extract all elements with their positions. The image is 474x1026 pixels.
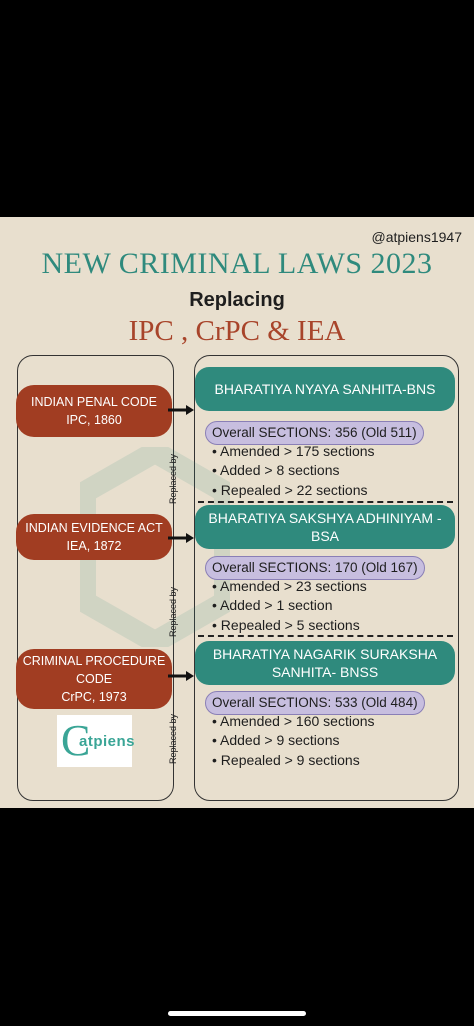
new-law-name: BHARATIYA NYAYA SANHITA-BNS <box>214 381 436 397</box>
infographic-card <box>0 217 474 808</box>
overall-sections-badge: Overall SECTIONS: 356 (Old 511) <box>205 421 424 445</box>
new-law-bnss <box>195 641 455 685</box>
old-law-name: CRIMINAL PROCEDURE CODE <box>22 654 166 686</box>
subtitle-replacing: Replacing <box>189 289 285 311</box>
bullet-added: • Added > 8 sections <box>212 462 340 478</box>
new-law-bsa <box>195 505 455 549</box>
bullet-added: • Added > 9 sections <box>212 732 340 748</box>
page-title: NEW CRIMINAL LAWS 2023 <box>41 247 433 280</box>
new-law-bns <box>195 367 455 411</box>
old-law-crpc <box>16 649 172 709</box>
bullet-amended: • Amended > 23 sections <box>212 578 367 594</box>
section-divider <box>198 635 453 637</box>
social-handle: @atpiens1947 <box>371 229 462 245</box>
old-law-iea <box>16 514 172 560</box>
arrow-right-icon <box>168 405 194 415</box>
arrow-right-icon <box>168 671 194 681</box>
old-law-name: INDIAN EVIDENCE ACT <box>25 521 163 535</box>
overall-sections-badge: Overall SECTIONS: 170 (Old 167) <box>205 556 425 580</box>
old-law-ipc <box>16 385 172 437</box>
bullet-amended: • Amended > 160 sections <box>212 713 375 729</box>
atpiens-logo <box>57 715 136 767</box>
logo-text: atpiens <box>79 733 136 750</box>
replaced-by-label: Replaced by <box>168 713 178 764</box>
bullet-repealed: • Repealed > 22 sections <box>212 482 368 498</box>
arrow-right-icon <box>168 533 194 543</box>
bullet-repealed: • Repealed > 5 sections <box>212 617 360 633</box>
old-laws-line: IPC , CrPC & IEA <box>128 315 346 347</box>
replaced-by-label: Replaced by <box>168 586 178 637</box>
overall-sections-badge: Overall SECTIONS: 533 (Old 484) <box>205 691 425 715</box>
new-law-name: BHARATIYA NAGARIK SURAKSHA SANHITA- BNSS <box>212 646 438 680</box>
home-indicator[interactable] <box>168 1011 306 1016</box>
old-law-detail: IPC, 1860 <box>66 413 122 427</box>
new-law-name: BHARATIYA SAKSHYA ADHINIYAM -BSA <box>208 510 442 544</box>
old-law-detail: CrPC, 1973 <box>61 690 127 704</box>
old-law-name: INDIAN PENAL CODE <box>31 395 157 409</box>
bullet-repealed: • Repealed > 9 sections <box>212 752 360 768</box>
replaced-by-label: Replaced by <box>168 453 178 504</box>
section-divider <box>198 501 453 503</box>
logo-c-glyph: C <box>61 716 91 765</box>
bullet-added: • Added > 1 section <box>212 597 333 613</box>
bullet-amended: • Amended > 175 sections <box>212 443 375 459</box>
old-law-detail: IEA, 1872 <box>66 539 122 553</box>
